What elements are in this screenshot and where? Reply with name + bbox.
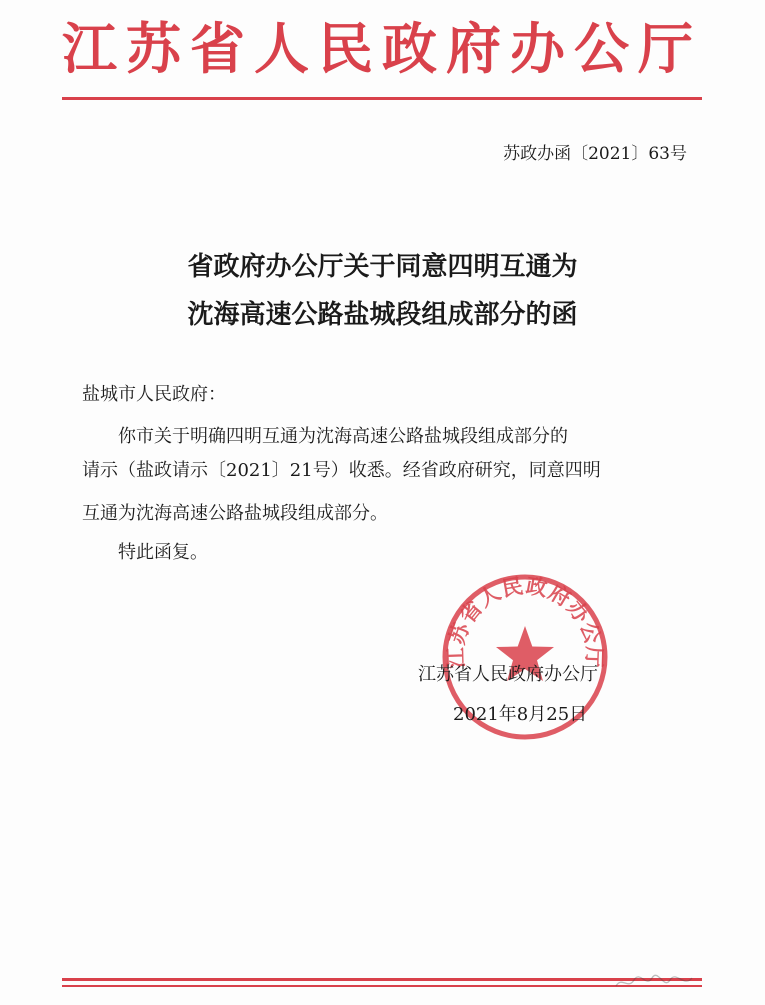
salutation: 盐城市人民政府：	[82, 384, 226, 405]
closing-phrase: 特此函复。	[118, 542, 208, 563]
footer-red-rule	[62, 978, 702, 981]
body-line-2: 请示（盐政请示〔2021〕21号）收悉。经省政府研究，同意四明	[82, 460, 601, 481]
header-red-rule	[62, 97, 702, 100]
document-title-line-1: 省政府办公厅关于同意四明互通为	[187, 252, 578, 282]
seal-lettering: 江苏省人民政府办公厅	[442, 572, 608, 669]
document-title-line-2: 沈海高速公路盐城段组成部分的函	[187, 300, 578, 330]
body-line-1: 你市关于明确四明互通为沈海高速公路盐城段组成部分的	[118, 426, 568, 447]
signature-organization: 江苏省人民政府办公厅	[418, 664, 598, 685]
footer-red-rule-thin	[62, 985, 702, 987]
corner-watermark-scribble	[612, 972, 702, 992]
issuing-authority-header: 江苏省人民政府办公厅	[62, 16, 703, 81]
signature-date: 2021年8月25日	[453, 704, 588, 725]
body-line-3: 互通为沈海高速公路盐城段组成部分。	[82, 503, 388, 524]
document-number: 苏政办函〔2021〕63号	[503, 144, 687, 164]
